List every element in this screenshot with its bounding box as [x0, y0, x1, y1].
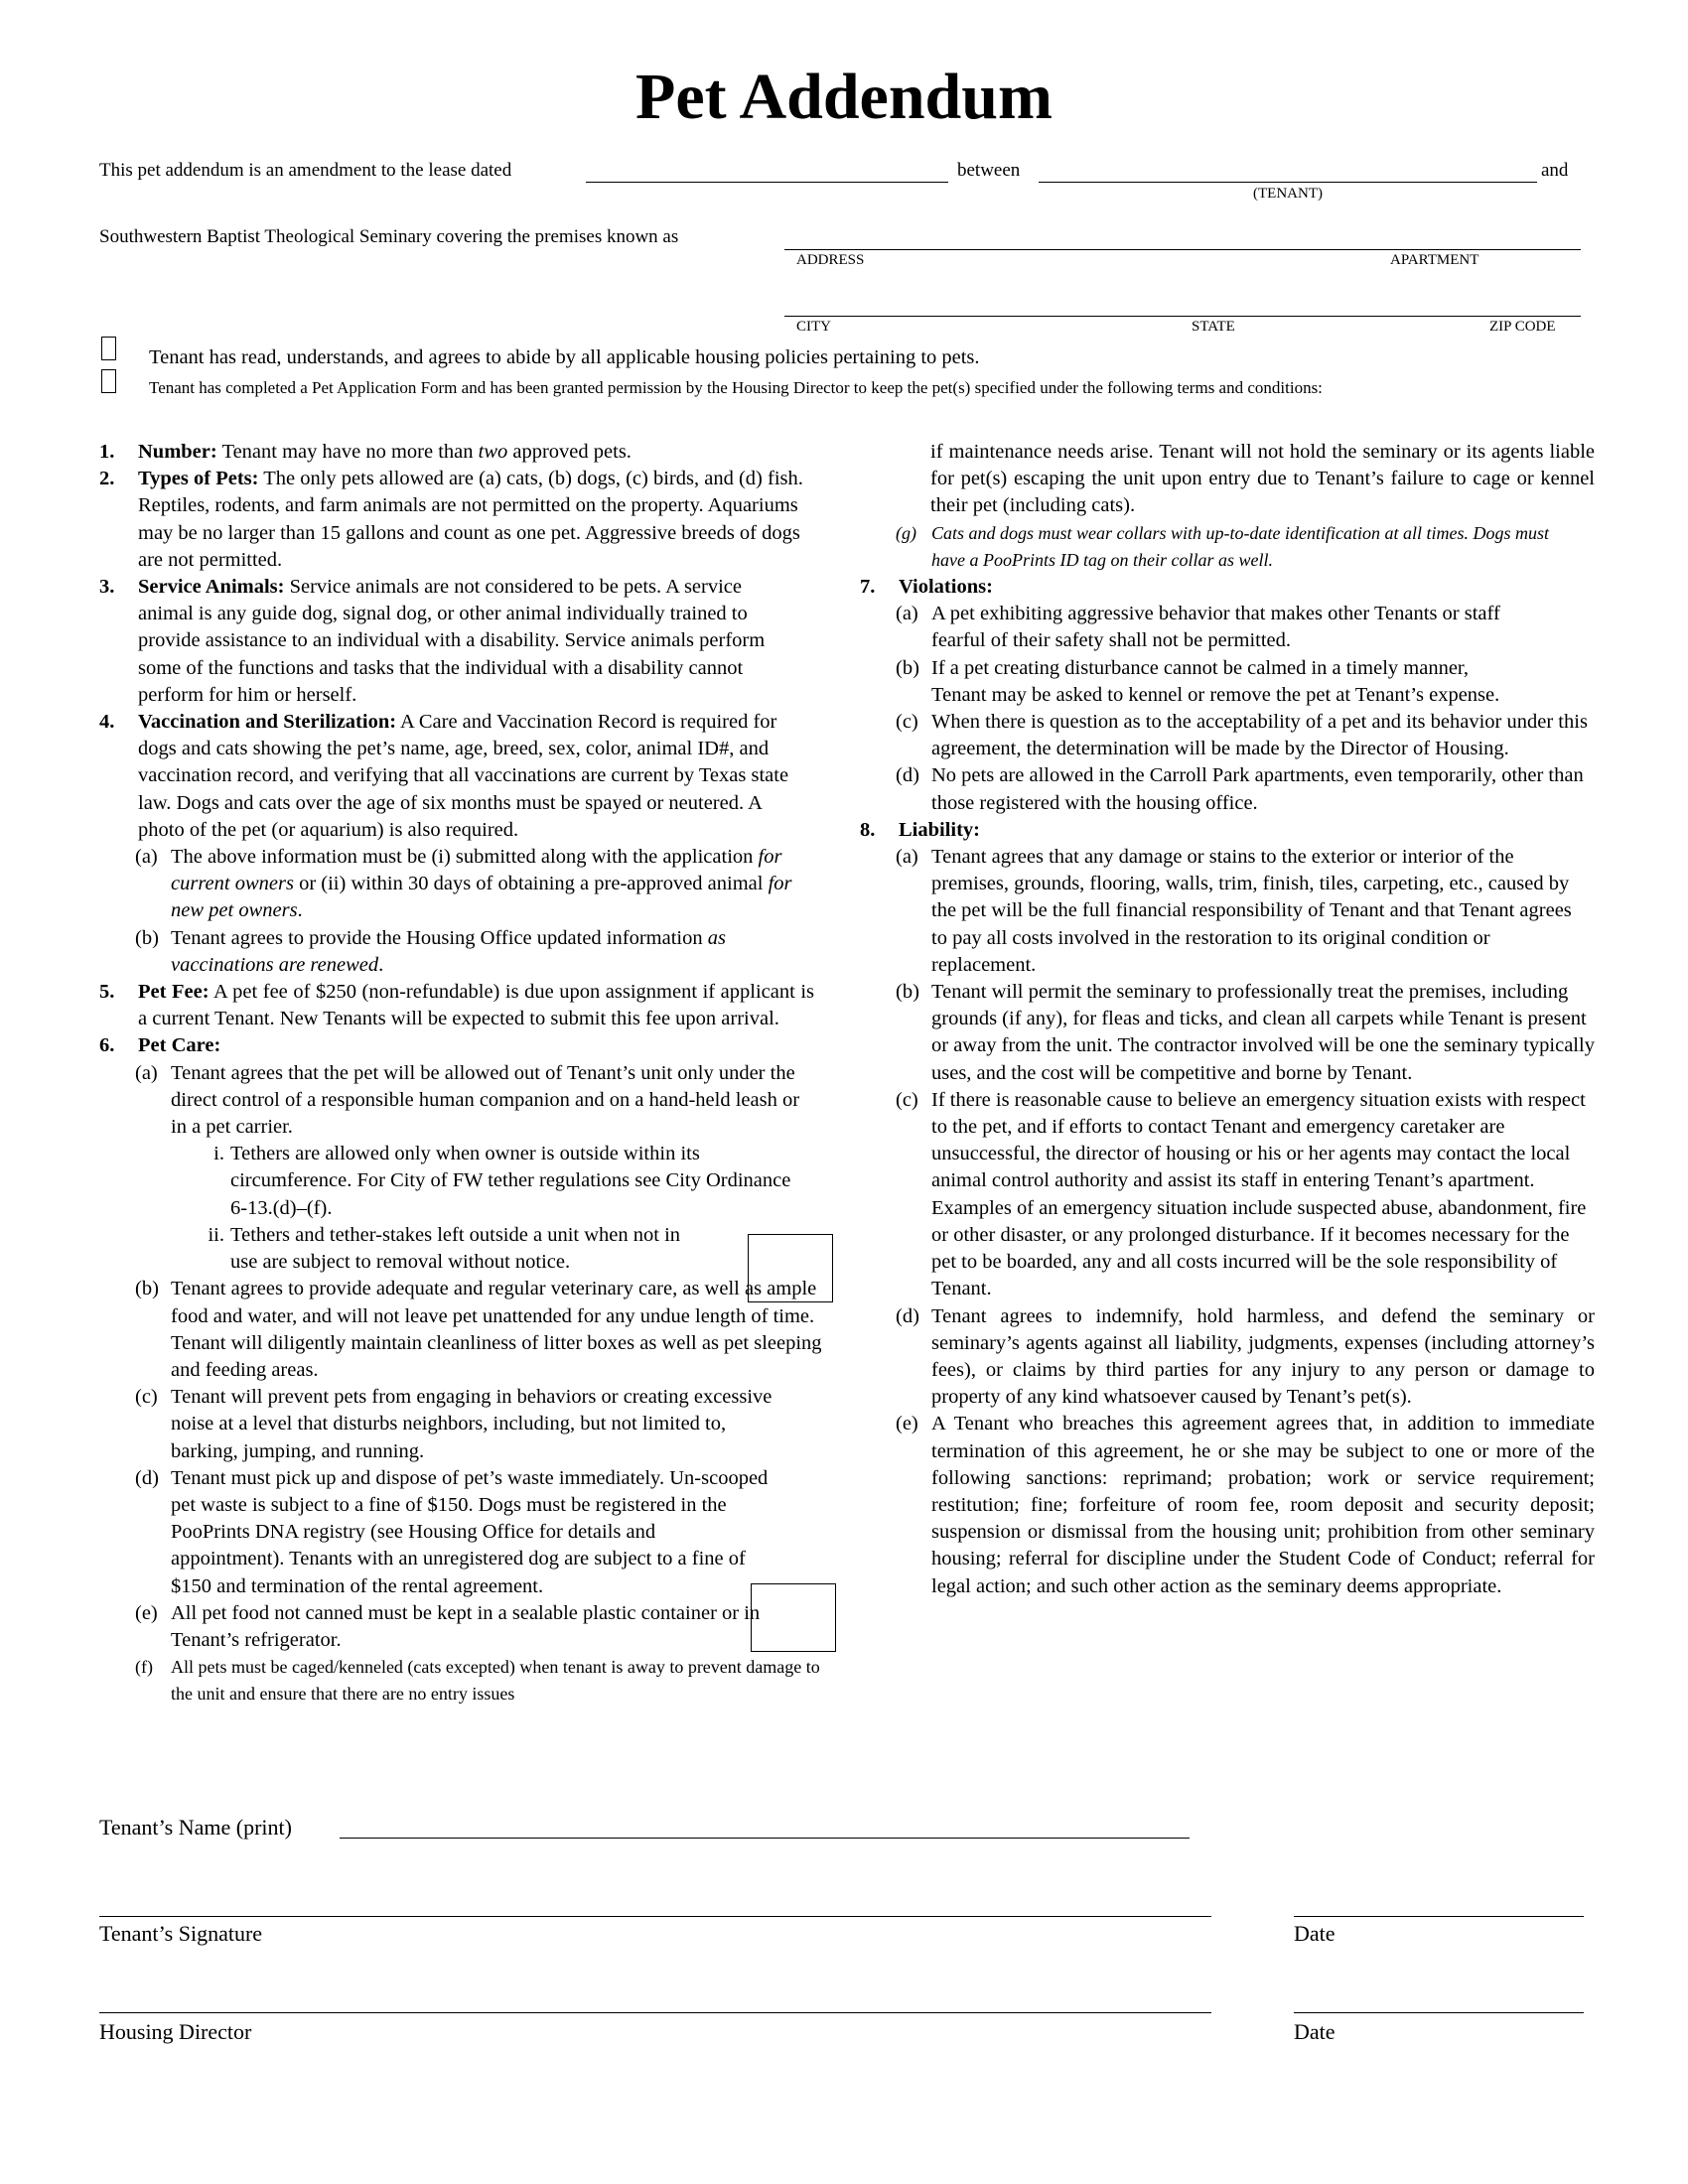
section-6-head: Pet Care:: [138, 1034, 221, 1057]
section-7d: [860, 762, 1595, 816]
section-8c: [860, 1087, 1595, 1303]
section-6f: [99, 1654, 826, 1707]
photo-box-2[interactable]: [751, 1583, 836, 1652]
checkbox-policies-label: Tenant has read, understands, and agrees to abide by all applicable housing policies pertaining to pets.: [149, 346, 980, 368]
section-6f-num: (f): [135, 1657, 153, 1678]
zip-label: ZIP CODE: [1489, 319, 1556, 335]
section-8b: [860, 979, 1595, 1087]
city-state-zip-field[interactable]: [784, 316, 1581, 317]
section-number: [99, 439, 826, 466]
section-7c-text: When there is question as to the acceptability of a pet and its behavior under this agreement, the determination will be made by the Director of Housing.: [931, 711, 1588, 760]
section-6f-cont-text: if maintenance needs arise. Tenant will not hold the seminary or its agents liable for pet(s) escaping the unit upon entry due to Tenant’s failure to cage or kennel their pet (including cats).: [930, 441, 1595, 517]
tenant-date-field[interactable]: [1294, 1916, 1584, 1917]
apartment-label: APARTMENT: [1390, 252, 1479, 268]
section-6b: [99, 1276, 826, 1384]
section-1-num: 1.: [99, 441, 115, 463]
section-4a: [99, 844, 826, 925]
section-6d-text: Tenant must pick up and dispose of pet’s waste immediately. Un-scooped pet waste is subject to a fine of $150. Dogs must be registered in the PooPrints DNA registry (see Housing Office for details and appointment). Tenants with an unregistered dog are subject to a fine of $150 and termination of the rental agreement.: [171, 1466, 769, 1597]
director-date-field[interactable]: [1294, 2012, 1584, 2013]
tenant-label: (TENANT): [1253, 186, 1323, 202]
section-8d-num: (d): [896, 1304, 919, 1327]
section-7a-text: A pet exhibiting aggressive behavior that makes other Tenants or staff fearful of their safety shall not be permitted.: [931, 603, 1500, 652]
section-1-text-a: Tenant may have no more than: [216, 441, 479, 463]
section-8-num: 8.: [860, 818, 876, 841]
section-7-num: 7.: [860, 576, 876, 599]
section-6e-num: (e): [135, 1601, 158, 1624]
section-7a-num: (a): [896, 603, 918, 625]
section-4-text: A Care and Vaccination Record is required for dogs and cats showing the pet’s name, age, breed, sex, color, animal ID#, and vaccination record, and verifying that all vaccinations are current by Texas state law. Dogs and cats over the age of six months must be spayed or neutered. A photo of the pet (or aquarium) is also required.: [138, 711, 789, 841]
section-7b: [860, 655, 1595, 709]
tenant-signature-field[interactable]: [99, 1916, 1211, 1917]
section-8e-text: A Tenant who breaches this agreement agrees that, in addition to immediate termination of this agreement, he or she may be subject to one or more of the following sanctions: reprimand; probation; work or service requirement; restitution; fine; forfeiture of room fee, room deposit and security deposit; suspension or dismissal from the housing unit; prohibition from other seminary housing; referral for discipline under the Student Code of Conduct; referral for legal action; and such other action as the seminary deems appropriate.: [931, 1413, 1595, 1597]
section-4b-num: (b): [135, 926, 159, 949]
section-5-head: Pet Fee:: [138, 981, 210, 1004]
section-4a-text-5: .: [297, 899, 303, 922]
section-1-text-c: approved pets.: [507, 441, 632, 463]
housing-director-signature-field[interactable]: [99, 2012, 1211, 2013]
section-6d-num: (d): [135, 1466, 159, 1489]
state-label: STATE: [1192, 319, 1235, 335]
section-2-text: The only pets allowed are (a) cats, (b) dogs, (c) birds, and (d) fish. Reptiles, rodents, and farm animals are not permitted on the property. Aquariums may be no larger than 15 gallons and count as one pet. Aggressive breeds of dogs are not permitted.: [138, 468, 803, 571]
section-3-text: Service animals are not considered to be pets. A service animal is any guide dog, signal dog, or other animal individually trained to provide assistance to an individual with a disability. Service animals perform some of the functions and tasks that the individual with a disability cannot perform for him or herself.: [138, 576, 766, 706]
section-6e-text: All pet food not canned must be kept in a sealable plastic container or in Tenant’s refrigerator.: [171, 1601, 761, 1651]
section-4a-text-4: for new pet owners: [171, 873, 792, 922]
intro-line2-prefix: Southwestern Baptist Theological Seminary covering the premises known as: [99, 226, 679, 247]
section-7c: [860, 709, 1595, 762]
section-4a-text-1: The above information must be (i) submitted along with the application: [171, 846, 759, 869]
city-label: CITY: [796, 319, 831, 335]
section-5-text: A pet fee of $250 (non-refundable) is due upon assignment if applicant is a current Tenant. New Tenants will be expected to submit this fee upon arrival.: [138, 981, 815, 1030]
section-8a-num: (a): [896, 846, 918, 869]
section-vaccination: [99, 709, 826, 844]
section-6c: [99, 1384, 826, 1465]
tenant-date-label: Date: [1294, 1921, 1336, 1946]
intro-between: between: [957, 160, 1021, 181]
photo-box-1[interactable]: [748, 1234, 833, 1302]
section-6a-ii-text: Tethers and tether-stakes left outside a unit when not in use are subject to removal without notice.: [230, 1223, 681, 1274]
checkbox-policies[interactable]: [101, 337, 116, 360]
checkbox-application-label: Tenant has completed a Pet Application Form and has been granted permission by the Housing Director to keep the pet(s) specified under the following terms and conditions:: [149, 378, 1323, 397]
section-liability: [860, 817, 1595, 844]
section-5-num: 5.: [99, 981, 115, 1004]
section-7b-text: If a pet creating disturbance cannot be calmed in a timely manner, Tenant may be asked to kennel or remove the pet at Tenant’s expense.: [931, 656, 1500, 706]
section-8a: [860, 844, 1595, 979]
section-8b-text: Tenant will permit the seminary to professionally treat the premises, including grounds (if any), for fleas and ticks, and clean all carpets while Tenant is present or away from the unit. The contractor involved will be one the seminary typically uses, and the cost will be competitive and borne by Tenant.: [931, 981, 1595, 1084]
section-3-num: 3.: [99, 576, 115, 599]
section-6g-text: Cats and dogs must wear collars with up-to-date identification at all times. Dogs must have a PooPrints ID tag on their collar as well.: [931, 522, 1550, 570]
section-6b-num: (b): [135, 1278, 159, 1300]
section-4a-text-3: or (ii) within 30 days of obtaining a pre-approved animal: [293, 873, 769, 895]
section-6a-ii: [99, 1222, 826, 1276]
section-6a-i: [99, 1141, 826, 1222]
section-types-of-pets: [99, 466, 826, 574]
section-1-text-b: two: [478, 441, 508, 463]
section-4a-num: (a): [135, 846, 158, 869]
section-4-head: Vaccination and Sterilization:: [138, 711, 397, 734]
section-6a-i-text: Tethers are allowed only when owner is outside within its circumference. For City of FW tether regulations see City Ordinance 6-13.(d)–(f).: [230, 1143, 791, 1219]
director-date-label: Date: [1294, 2019, 1336, 2044]
section-6g: [860, 520, 1595, 574]
tenant-field[interactable]: [1039, 182, 1537, 183]
section-7b-num: (b): [896, 656, 919, 679]
section-6a: [99, 1060, 826, 1142]
section-6g-num: (g): [896, 522, 916, 543]
address-field[interactable]: [784, 249, 1581, 250]
section-service-animals: [99, 574, 826, 709]
section-4b-text-3: .: [378, 953, 384, 976]
section-7-head: Violations:: [899, 576, 993, 599]
section-4a-text-2: for current owners: [171, 846, 782, 895]
section-8c-text: If there is reasonable cause to believe an emergency situation exists with respect to the pet, and if efforts to contact Tenant and emergency caretaker are unsuccessful, the director of housing or his or her agents may contact the local animal control authority and assist its staff in entering Tenant’s apartment. Examples of an emergency situation include suspected abuse, abandonment, fire or other disaster, or any prolonged disturbance. If it becomes necessary for the pet to be boarded, any and all costs incurred will be the sole responsibility of Tenant.: [931, 1088, 1587, 1300]
section-6f-continued: [860, 439, 1595, 520]
section-7c-num: (c): [896, 711, 918, 734]
section-6a-text: Tenant agrees that the pet will be allowed out of Tenant’s unit only under the direct control of a responsible human companion and on a hand-held leash or in a pet carrier.: [171, 1061, 800, 1139]
section-4-num: 4.: [99, 711, 115, 734]
checkbox-application[interactable]: [101, 369, 116, 393]
section-2-num: 2.: [99, 468, 115, 490]
address-label: ADDRESS: [796, 252, 865, 268]
section-8a-text: Tenant agrees that any damage or stains to the exterior or interior of the premises, grounds, flooring, walls, trim, finish, tiles, carpeting, etc., caused by the pet will be the full financial responsibility of Tenant and that Tenant agrees to pay all costs involved in the restoration to its original condition or replacement.: [931, 846, 1572, 976]
section-6c-text: Tenant will prevent pets from engaging in behaviors or creating excessive noise at a level that disturbs neighbors, including, but not limited to, barking, jumping, and running.: [171, 1386, 773, 1462]
intro-and: and: [1541, 160, 1569, 181]
section-6a-ii-num: ii.: [208, 1223, 224, 1246]
section-4b-text-1: Tenant agrees to provide the Housing Office updated information: [171, 926, 708, 949]
section-pet-fee: [99, 979, 826, 1032]
right-column: [860, 439, 1595, 1600]
tenant-name-label: Tenant’s Name (print): [99, 1815, 292, 1840]
section-6f-text: All pets must be caged/kenneled (cats excepted) when tenant is away to prevent damage to the unit and ensure that there are no entry issues: [171, 1657, 820, 1705]
lease-date-field[interactable]: [586, 182, 948, 183]
tenant-name-field[interactable]: [340, 1838, 1190, 1839]
section-8d: [860, 1303, 1595, 1412]
section-7d-text: No pets are allowed in the Carroll Park apartments, even temporarily, other than those registered with the housing office.: [931, 764, 1584, 814]
tenant-signature-label: Tenant’s Signature: [99, 1921, 263, 1946]
page-title: Pet Addendum: [635, 61, 1053, 133]
section-violations: [860, 574, 1595, 601]
section-8c-num: (c): [896, 1088, 918, 1111]
section-pet-care: [99, 1032, 826, 1059]
section-2-head: Types of Pets:: [138, 468, 259, 490]
section-8e-num: (e): [896, 1413, 918, 1435]
section-3-head: Service Animals:: [138, 576, 285, 599]
section-6d: [99, 1465, 826, 1600]
section-8d-text: Tenant agrees to indemnify, hold harmless, and defend the seminary or seminary’s agents against all liability, judgments, expenses (including attorney’s fees), or claims by third parties for any injury to any person or damage to property of any kind whatsoever caused by Tenant’s pet(s).: [931, 1304, 1595, 1409]
section-8-head: Liability:: [899, 818, 981, 841]
housing-director-label: Housing Director: [99, 2019, 252, 2044]
section-8e: [860, 1411, 1595, 1599]
section-4b: [99, 925, 826, 979]
section-6b-text: Tenant agrees to provide adequate and regular veterinary care, as well as ample food and water, and will not leave pet unattended for any undue length of time. Tenant will diligently maintain cleanliness of litter boxes as well as pet sleeping and feeding areas.: [171, 1278, 822, 1381]
section-6a-i-num: i.: [213, 1143, 224, 1165]
section-1-head: Number:: [138, 441, 217, 463]
section-7d-num: (d): [896, 764, 919, 787]
section-4b-text-2: as vaccinations are renewed: [171, 926, 726, 976]
section-6c-num: (c): [135, 1386, 158, 1409]
section-6a-num: (a): [135, 1061, 158, 1084]
left-column: [99, 439, 826, 1708]
section-6e: [99, 1600, 826, 1654]
section-6-num: 6.: [99, 1034, 115, 1057]
intro-line1-prefix: This pet addendum is an amendment to the lease dated: [99, 160, 512, 181]
section-7a: [860, 601, 1595, 654]
section-8b-num: (b): [896, 981, 919, 1004]
